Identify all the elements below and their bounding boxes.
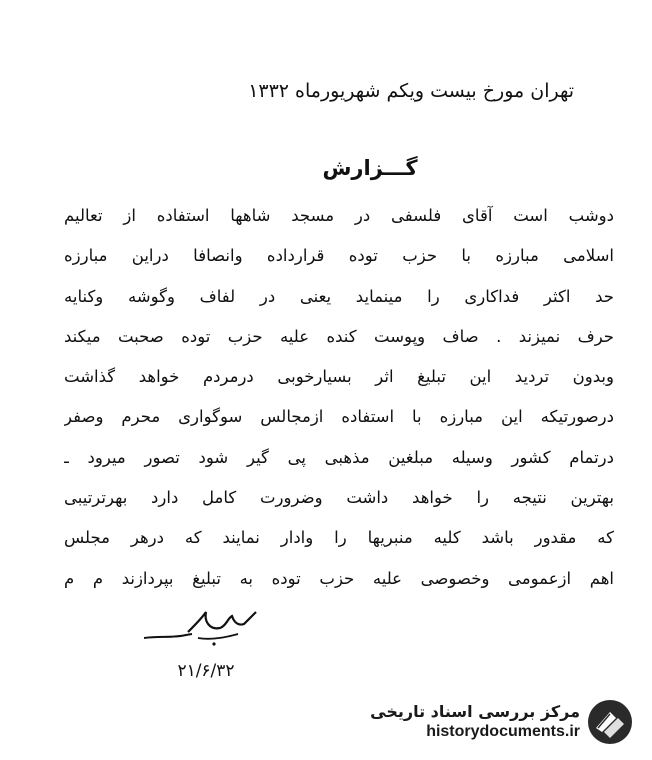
body-line: بهترین نتیجه را خواهد داشت وضرورت کامل دارد بهرترتیبی (64, 488, 614, 508)
watermark-text (370, 702, 580, 742)
document-date-line: تهران مورخ بیست ویکم شهریورماه ۱۳۳۲ (248, 80, 574, 102)
body-line: که مقدور باشد کلیه منبریها را وادار نمایند که درهر مجلس (64, 528, 614, 548)
archive-watermark (354, 696, 634, 748)
book-icon (586, 698, 634, 746)
document-body (64, 196, 614, 599)
body-line: دوشب است آقای فلسفی در مسجد شاهها استفاده از تعالیم (64, 206, 614, 225)
handwritten-signature (140, 608, 260, 654)
document-title: گـــزارش (322, 156, 418, 180)
body-line: حرف نمیزند . صاف وپوست کنده علیه حزب توده صحبت میکند (64, 326, 614, 346)
body-line: حد اکثر فداکاری را مینماید یعنی در لفاف وگوشه وکنایه (64, 286, 614, 306)
body-line: وبدون تردید این تبلیغ اثر بسیارخوبی درمردم خواهد گذاشت (64, 367, 614, 387)
body-line: درصورتیکه این مبارزه با استفاده ازمجالس سوگواری محرم وصفر (64, 407, 614, 427)
watermark-name: مرکز بررسی اسناد تاریخی (370, 702, 580, 721)
body-line: اهم ازعمومی وخصوصی علیه حزب توده به تبلیغ بپردازند م م (64, 568, 614, 588)
body-line: اسلامی مبارزه با حزب توده قرارداده وانصافا دراین مبارزه (64, 246, 614, 266)
watermark-url: historydocuments.ir (426, 723, 580, 740)
signature-date: ۲۱/۶/۳۲ (177, 661, 235, 681)
body-line: درتمام کشور وسیله مبلغین مذهبی پی گیر شود تصور میرود ـ (64, 447, 614, 467)
